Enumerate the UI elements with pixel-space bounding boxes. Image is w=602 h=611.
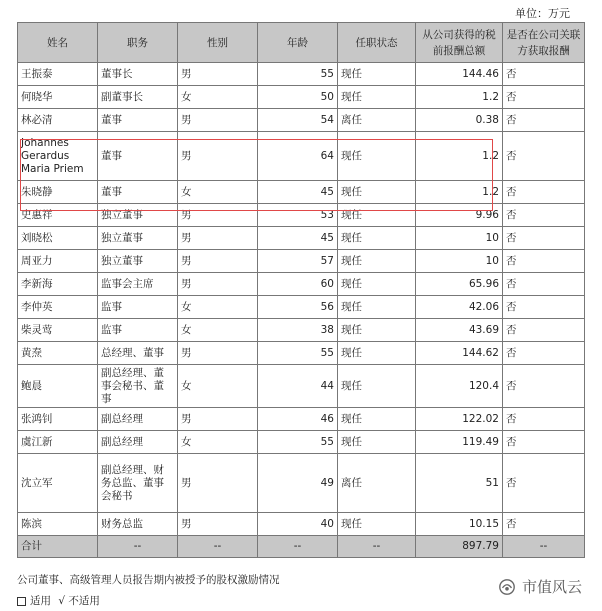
cell-related: 否 bbox=[503, 431, 585, 454]
cell-age: 54 bbox=[258, 109, 338, 132]
cell-pay: 9.96 bbox=[416, 204, 503, 227]
cell-status: 现任 bbox=[338, 63, 416, 86]
option-applicable-label: 适用 bbox=[30, 595, 51, 607]
compensation-table bbox=[17, 22, 585, 558]
table-row bbox=[18, 204, 585, 227]
cell-related: 否 bbox=[503, 342, 585, 365]
cell-name: 刘晓松 bbox=[18, 227, 98, 250]
cell-title: 副董事长 bbox=[98, 86, 178, 109]
cell-pay: 10.15 bbox=[416, 513, 503, 536]
cell-title: 财务总监 bbox=[98, 513, 178, 536]
cell-pay: 43.69 bbox=[416, 319, 503, 342]
cell-gender: 男 bbox=[178, 204, 258, 227]
cell-title: 副总经理 bbox=[98, 408, 178, 431]
cell-name: 鲍晨 bbox=[18, 365, 98, 408]
cell-related: 否 bbox=[503, 365, 585, 408]
cell-pay: 144.46 bbox=[416, 63, 503, 86]
cell-status: 现任 bbox=[338, 86, 416, 109]
table-row bbox=[18, 227, 585, 250]
cell-status: 现任 bbox=[338, 342, 416, 365]
cell-gender: 男 bbox=[178, 342, 258, 365]
cell-name: 史惠祥 bbox=[18, 204, 98, 227]
cell-related: 否 bbox=[503, 181, 585, 204]
cell-pay: 144.62 bbox=[416, 342, 503, 365]
cell-status: 离任 bbox=[338, 454, 416, 513]
cell-title: 独立董事 bbox=[98, 204, 178, 227]
cell-pay: 0.38 bbox=[416, 109, 503, 132]
cell-related: 否 bbox=[503, 408, 585, 431]
cell-name: 张鸿钊 bbox=[18, 408, 98, 431]
cell-status: 现任 bbox=[338, 296, 416, 319]
cell-related: 否 bbox=[503, 296, 585, 319]
cell-status: 现任 bbox=[338, 250, 416, 273]
table-row bbox=[18, 319, 585, 342]
cell-name: 沈立军 bbox=[18, 454, 98, 513]
cell-age: 57 bbox=[258, 250, 338, 273]
cell-gender: 男 bbox=[178, 408, 258, 431]
cell-gender: 女 bbox=[178, 181, 258, 204]
cell-age: 44 bbox=[258, 365, 338, 408]
cell-title: 董事长 bbox=[98, 63, 178, 86]
cell-gender: 男 bbox=[178, 132, 258, 181]
cell-name: 李新海 bbox=[18, 273, 98, 296]
cell-pay: 120.4 bbox=[416, 365, 503, 408]
cell-age: 55 bbox=[258, 63, 338, 86]
cell-related: 否 bbox=[503, 227, 585, 250]
cell-related: 否 bbox=[503, 204, 585, 227]
total-row bbox=[18, 536, 585, 558]
cell-status: 现任 bbox=[338, 513, 416, 536]
cell-name: 王振泰 bbox=[18, 63, 98, 86]
checkbox-applicable[interactable] bbox=[17, 597, 26, 606]
cell-gender: 男 bbox=[178, 63, 258, 86]
total-cell-label: 合计 bbox=[18, 536, 98, 558]
cell-name: 李仲英 bbox=[18, 296, 98, 319]
table-row bbox=[18, 296, 585, 319]
cell-pay: 1.2 bbox=[416, 132, 503, 181]
cell-name: 周亚力 bbox=[18, 250, 98, 273]
table-row bbox=[18, 132, 585, 181]
cell-gender: 男 bbox=[178, 513, 258, 536]
cell-title: 副总经理、财务总监、董事会秘书 bbox=[98, 454, 178, 513]
table-row bbox=[18, 431, 585, 454]
cell-title: 董事 bbox=[98, 109, 178, 132]
total-cell-status: -- bbox=[338, 536, 416, 558]
cell-gender: 男 bbox=[178, 273, 258, 296]
total-cell-pay: 897.79 bbox=[416, 536, 503, 558]
cell-pay: 42.06 bbox=[416, 296, 503, 319]
cell-name: 虞江新 bbox=[18, 431, 98, 454]
cell-pay: 51 bbox=[416, 454, 503, 513]
cell-gender: 女 bbox=[178, 431, 258, 454]
table-header-row bbox=[18, 23, 585, 63]
total-cell-gender: -- bbox=[178, 536, 258, 558]
table-row bbox=[18, 513, 585, 536]
cell-gender: 男 bbox=[178, 109, 258, 132]
cell-name: 柴灵莺 bbox=[18, 319, 98, 342]
cell-status: 现任 bbox=[338, 408, 416, 431]
cell-title: 总经理、董事 bbox=[98, 342, 178, 365]
cell-gender: 女 bbox=[178, 365, 258, 408]
cell-age: 49 bbox=[258, 454, 338, 513]
header-pay: 从公司获得的税前报酬总额 bbox=[416, 23, 503, 63]
table-row bbox=[18, 342, 585, 365]
cell-title: 副总经理 bbox=[98, 431, 178, 454]
table-row bbox=[18, 250, 585, 273]
unit-label: 单位：万元 bbox=[515, 7, 570, 20]
header-gender: 性别 bbox=[178, 23, 258, 63]
cell-status: 现任 bbox=[338, 227, 416, 250]
cell-gender: 男 bbox=[178, 454, 258, 513]
cell-name: 朱晓静 bbox=[18, 181, 98, 204]
table-body bbox=[18, 63, 585, 558]
table-row bbox=[18, 109, 585, 132]
cell-age: 56 bbox=[258, 296, 338, 319]
cell-status: 现任 bbox=[338, 273, 416, 296]
cell-title: 监事会主席 bbox=[98, 273, 178, 296]
watermark bbox=[498, 576, 582, 597]
cell-age: 55 bbox=[258, 342, 338, 365]
cell-title: 监事 bbox=[98, 319, 178, 342]
cell-status: 离任 bbox=[338, 109, 416, 132]
cell-pay: 1.2 bbox=[416, 181, 503, 204]
cell-age: 64 bbox=[258, 132, 338, 181]
cell-pay: 119.49 bbox=[416, 431, 503, 454]
cell-name: Johannes Gerardus Maria Priem bbox=[18, 132, 98, 181]
cell-gender: 女 bbox=[178, 319, 258, 342]
cell-pay: 1.2 bbox=[416, 86, 503, 109]
cell-related: 否 bbox=[503, 454, 585, 513]
header-name: 姓名 bbox=[18, 23, 98, 63]
applicability-options bbox=[17, 593, 100, 608]
cell-gender: 女 bbox=[178, 296, 258, 319]
cell-related: 否 bbox=[503, 132, 585, 181]
total-cell-related: -- bbox=[503, 536, 585, 558]
cell-related: 否 bbox=[503, 109, 585, 132]
cell-title: 独立董事 bbox=[98, 227, 178, 250]
cell-gender: 女 bbox=[178, 86, 258, 109]
header-age: 年龄 bbox=[258, 23, 338, 63]
table-row bbox=[18, 365, 585, 408]
cell-pay: 10 bbox=[416, 227, 503, 250]
cell-status: 现任 bbox=[338, 204, 416, 227]
cell-pay: 65.96 bbox=[416, 273, 503, 296]
table-row bbox=[18, 273, 585, 296]
table-row bbox=[18, 408, 585, 431]
header-related: 是否在公司关联方获取报酬 bbox=[503, 23, 585, 63]
cell-age: 53 bbox=[258, 204, 338, 227]
cell-age: 40 bbox=[258, 513, 338, 536]
cell-age: 60 bbox=[258, 273, 338, 296]
cell-title: 副总经理、董事会秘书、董事 bbox=[98, 365, 178, 408]
cell-status: 现任 bbox=[338, 319, 416, 342]
cell-title: 独立董事 bbox=[98, 250, 178, 273]
cell-related: 否 bbox=[503, 273, 585, 296]
total-cell-age: -- bbox=[258, 536, 338, 558]
total-cell-title: -- bbox=[98, 536, 178, 558]
check-mark: √ bbox=[58, 595, 66, 607]
cell-pay: 10 bbox=[416, 250, 503, 273]
cell-gender: 男 bbox=[178, 250, 258, 273]
cell-related: 否 bbox=[503, 63, 585, 86]
cell-status: 现任 bbox=[338, 181, 416, 204]
cell-pay: 122.02 bbox=[416, 408, 503, 431]
cell-related: 否 bbox=[503, 319, 585, 342]
brand-logo-icon bbox=[498, 578, 516, 596]
cell-age: 38 bbox=[258, 319, 338, 342]
table-row bbox=[18, 63, 585, 86]
cell-name: 黄焘 bbox=[18, 342, 98, 365]
cell-name: 林必清 bbox=[18, 109, 98, 132]
cell-age: 45 bbox=[258, 181, 338, 204]
watermark-text: 市值风云 bbox=[521, 578, 582, 596]
cell-title: 董事 bbox=[98, 181, 178, 204]
cell-gender: 男 bbox=[178, 227, 258, 250]
cell-status: 现任 bbox=[338, 365, 416, 408]
cell-status: 现任 bbox=[338, 132, 416, 181]
cell-age: 50 bbox=[258, 86, 338, 109]
equity-note: 公司董事、高级管理人员报告期内被授予的股权激励情况 bbox=[17, 574, 280, 586]
option-not-applicable-label: 不适用 bbox=[68, 595, 100, 607]
cell-age: 45 bbox=[258, 227, 338, 250]
cell-name: 陈滨 bbox=[18, 513, 98, 536]
cell-title: 董事 bbox=[98, 132, 178, 181]
table-row bbox=[18, 86, 585, 109]
cell-related: 否 bbox=[503, 513, 585, 536]
table-row bbox=[18, 454, 585, 513]
cell-age: 55 bbox=[258, 431, 338, 454]
cell-title: 监事 bbox=[98, 296, 178, 319]
cell-related: 否 bbox=[503, 86, 585, 109]
cell-name: 何晓华 bbox=[18, 86, 98, 109]
header-title: 职务 bbox=[98, 23, 178, 63]
table-row bbox=[18, 181, 585, 204]
cell-age: 46 bbox=[258, 408, 338, 431]
header-status: 任职状态 bbox=[338, 23, 416, 63]
cell-status: 现任 bbox=[338, 431, 416, 454]
cell-related: 否 bbox=[503, 250, 585, 273]
